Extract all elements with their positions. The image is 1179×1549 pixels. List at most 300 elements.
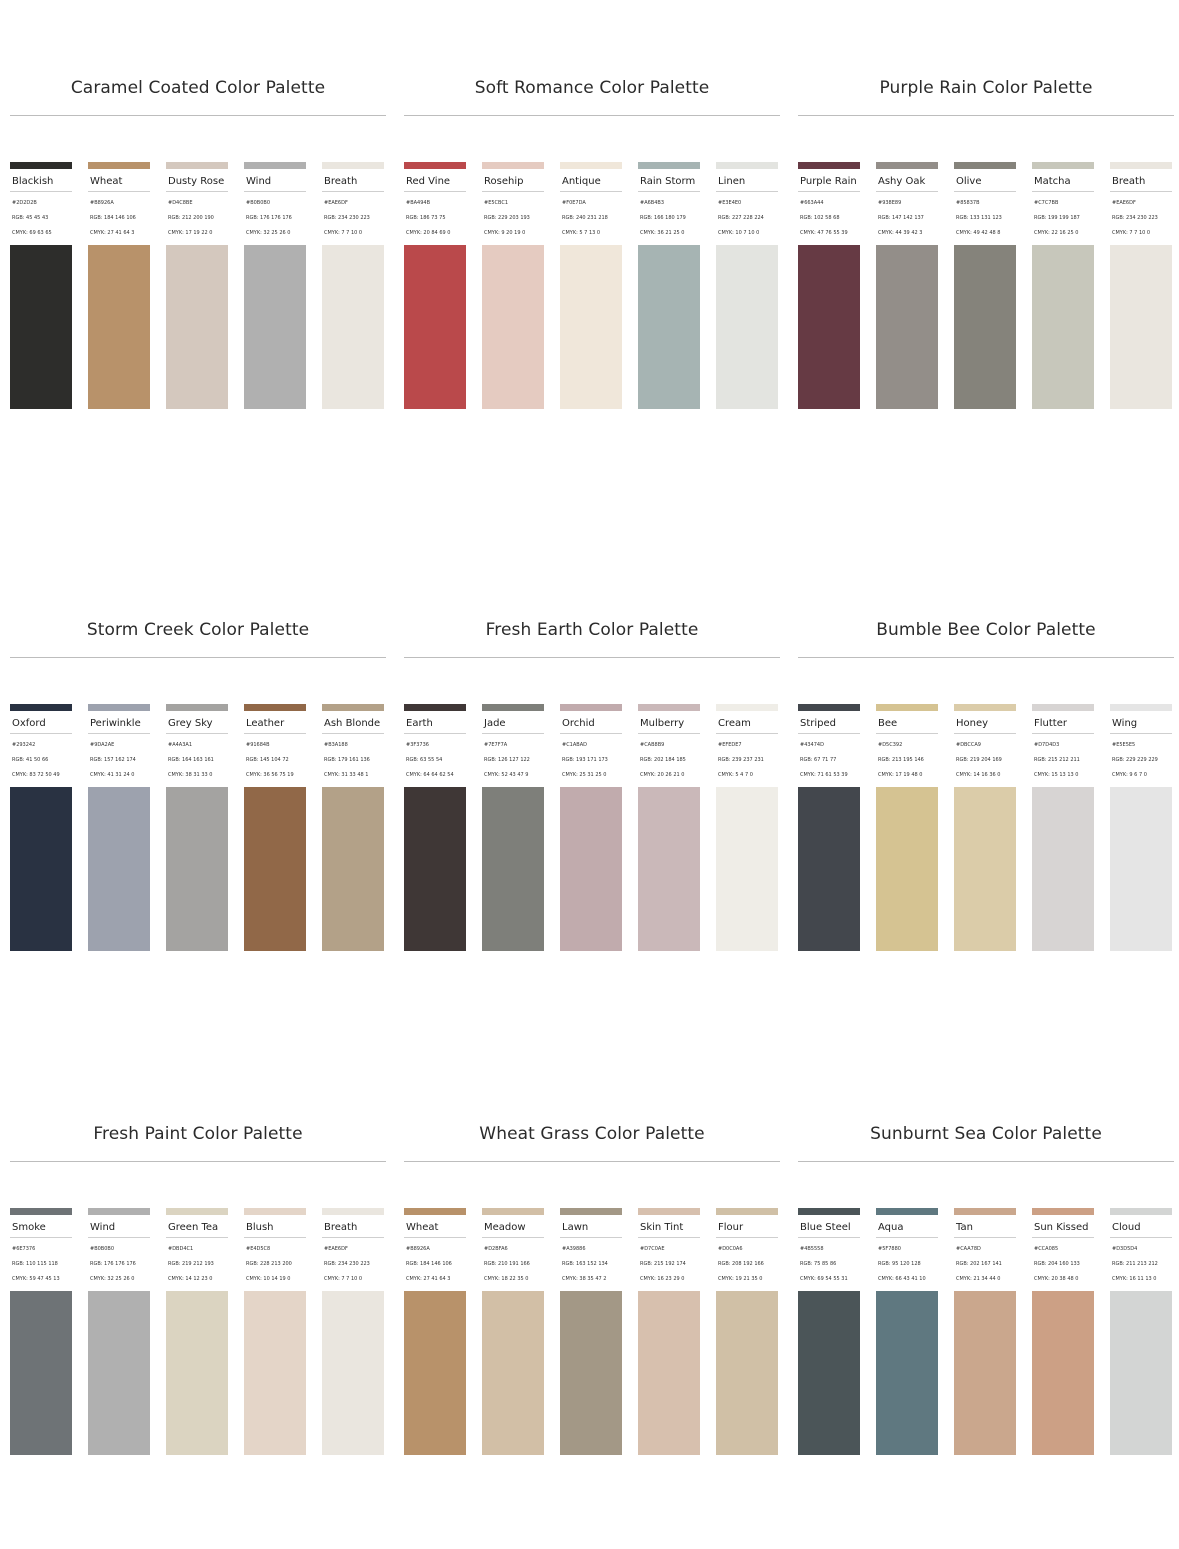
swatch-color-strip — [88, 162, 150, 169]
swatch-hex-code: #BA494B — [406, 200, 431, 206]
swatch-rgb-value: RGB: 176 176 176 — [246, 215, 292, 221]
swatch-cmyk-value: CMYK: 15 13 13 0 — [1034, 772, 1079, 778]
swatch-name: Olive — [956, 176, 982, 187]
swatch-divider — [482, 733, 544, 734]
swatch-name: Wheat — [90, 176, 123, 187]
swatch-color-block — [638, 245, 700, 409]
swatch-cmyk-value: CMYK: 69 54 55 31 — [800, 1276, 848, 1282]
swatch-color-strip — [88, 704, 150, 711]
swatch-hex-code: #D5C392 — [878, 742, 903, 748]
swatch-name: Purple Rain — [800, 176, 857, 187]
swatch-color-block — [876, 787, 938, 951]
swatch-rgb-value: RGB: 215 192 174 — [640, 1261, 686, 1267]
swatch-rgb-value: RGB: 95 120 128 — [878, 1261, 921, 1267]
palette-divider — [404, 1161, 780, 1162]
swatch-color-block — [954, 1291, 1016, 1455]
swatch-divider — [404, 1237, 466, 1238]
swatch-cmyk-value: CMYK: 27 41 64 3 — [90, 230, 135, 236]
swatch-hex-code: #43474D — [800, 742, 824, 748]
swatch-hex-code: #663A44 — [800, 200, 824, 206]
swatch-hex-code: #B3A188 — [324, 742, 348, 748]
swatch-name: Sun Kissed — [1034, 1222, 1089, 1233]
swatch-cmyk-value: CMYK: 14 16 36 0 — [956, 772, 1001, 778]
swatch-divider — [88, 1237, 150, 1238]
swatch-name: Flour — [718, 1222, 744, 1233]
swatch-cmyk-value: CMYK: 14 12 23 0 — [168, 1276, 213, 1282]
swatch-color-strip — [638, 1208, 700, 1215]
swatch-rgb-value: RGB: 102 58 68 — [800, 215, 840, 221]
swatch-divider — [560, 733, 622, 734]
swatch-color-strip — [560, 1208, 622, 1215]
swatch-divider — [482, 1237, 544, 1238]
swatch-hex-code: #B8926A — [406, 1246, 430, 1252]
swatch-rgb-value: RGB: 215 212 211 — [1034, 757, 1080, 763]
swatch-rgb-value: RGB: 110 115 118 — [12, 1261, 58, 1267]
swatch-color-block — [244, 1291, 306, 1455]
swatch-color-block — [166, 245, 228, 409]
swatch-rgb-value: RGB: 45 45 43 — [12, 215, 49, 221]
swatch-name: Aqua — [878, 1222, 904, 1233]
swatch-hex-code: #D4C8BE — [168, 200, 193, 206]
swatch-hex-code: #C7C7BB — [1034, 200, 1059, 206]
swatch-name: Linen — [718, 176, 746, 187]
swatch-rgb-value: RGB: 204 160 133 — [1034, 1261, 1080, 1267]
swatch-hex-code: #E5E5E5 — [1112, 742, 1136, 748]
swatch-rgb-value: RGB: 229 203 193 — [484, 215, 530, 221]
swatch-cmyk-value: CMYK: 52 43 47 9 — [484, 772, 529, 778]
swatch-hex-code: #CCA085 — [1034, 1246, 1059, 1252]
swatch-name: Rosehip — [484, 176, 524, 187]
swatch-divider — [638, 191, 700, 192]
swatch-divider — [560, 1237, 622, 1238]
swatch-cmyk-value: CMYK: 5 7 13 0 — [562, 230, 601, 236]
swatch-color-strip — [716, 162, 778, 169]
swatch-rgb-value: RGB: 234 230 223 — [324, 215, 370, 221]
swatch-color-strip — [10, 1208, 72, 1215]
swatch-cmyk-value: CMYK: 9 6 7 0 — [1112, 772, 1147, 778]
swatch-hex-code: #4B5558 — [800, 1246, 824, 1252]
swatch-name: Wheat — [406, 1222, 439, 1233]
swatch-cmyk-value: CMYK: 9 20 19 0 — [484, 230, 526, 236]
swatch-divider — [166, 191, 228, 192]
swatch-name: Grey Sky — [168, 718, 213, 729]
palette-divider — [10, 657, 386, 658]
swatch-cmyk-value: CMYK: 64 64 62 54 — [406, 772, 454, 778]
swatch-color-strip — [404, 704, 466, 711]
swatch-cmyk-value: CMYK: 36 21 25 0 — [640, 230, 685, 236]
swatch-divider — [716, 733, 778, 734]
swatch-color-block — [954, 245, 1016, 409]
swatch-cmyk-value: CMYK: 44 39 42 3 — [878, 230, 923, 236]
swatch-color-strip — [322, 162, 384, 169]
swatch-color-block — [88, 245, 150, 409]
swatch-color-strip — [166, 1208, 228, 1215]
swatch-divider — [1032, 191, 1094, 192]
swatch-name: Ash Blonde — [324, 718, 381, 729]
swatch-cmyk-value: CMYK: 20 38 48 0 — [1034, 1276, 1079, 1282]
swatch-hex-code: #938E89 — [878, 200, 902, 206]
swatch-cmyk-value: CMYK: 20 26 21 0 — [640, 772, 685, 778]
swatch-divider — [244, 1237, 306, 1238]
swatch-rgb-value: RGB: 202 184 185 — [640, 757, 686, 763]
swatch-hex-code: #C1ABAD — [562, 742, 587, 748]
swatch-divider — [638, 733, 700, 734]
swatch-rgb-value: RGB: 228 213 200 — [246, 1261, 292, 1267]
swatch-divider — [876, 733, 938, 734]
swatch-hex-code: #DBD4C1 — [168, 1246, 194, 1252]
swatch-hex-code: #EAE6DF — [324, 200, 348, 206]
swatch-cmyk-value: CMYK: 17 19 22 0 — [168, 230, 213, 236]
swatch-rgb-value: RGB: 213 195 146 — [878, 757, 924, 763]
swatch-color-block — [166, 1291, 228, 1455]
swatch-cmyk-value: CMYK: 49 42 48 8 — [956, 230, 1001, 236]
swatch-divider — [322, 1237, 384, 1238]
swatch-rgb-value: RGB: 164 163 161 — [168, 757, 214, 763]
swatch-color-block — [10, 1291, 72, 1455]
swatch-color-block — [798, 1291, 860, 1455]
swatch-rgb-value: RGB: 67 71 77 — [800, 757, 837, 763]
swatch-rgb-value: RGB: 219 212 193 — [168, 1261, 214, 1267]
swatch-hex-code: #DBCCA9 — [956, 742, 981, 748]
swatch-color-block — [798, 787, 860, 951]
swatch-color-strip — [166, 162, 228, 169]
swatch-cmyk-value: CMYK: 25 31 25 0 — [562, 772, 607, 778]
swatch-color-block — [404, 787, 466, 951]
swatch-cmyk-value: CMYK: 19 21 35 0 — [718, 1276, 763, 1282]
swatch-name: Matcha — [1034, 176, 1071, 187]
swatch-color-strip — [1032, 162, 1094, 169]
swatch-color-strip — [1032, 704, 1094, 711]
swatch-hex-code: #85837B — [956, 200, 980, 206]
swatch-color-block — [322, 1291, 384, 1455]
swatch-hex-code: #B0B0B0 — [90, 1246, 115, 1252]
swatch-color-block — [716, 787, 778, 951]
swatch-divider — [88, 191, 150, 192]
swatch-hex-code: #6E7376 — [12, 1246, 36, 1252]
palette-divider — [404, 115, 780, 116]
swatch-color-block — [1032, 1291, 1094, 1455]
swatch-hex-code: #2D2D2B — [12, 200, 37, 206]
swatch-name: Earth — [406, 718, 433, 729]
swatch-cmyk-value: CMYK: 38 31 33 0 — [168, 772, 213, 778]
swatch-color-block — [638, 787, 700, 951]
swatch-color-block — [482, 245, 544, 409]
swatch-color-block — [560, 787, 622, 951]
swatch-cmyk-value: CMYK: 5 4 7 0 — [718, 772, 753, 778]
swatch-cmyk-value: CMYK: 83 72 50 49 — [12, 772, 60, 778]
swatch-name: Ashy Oak — [878, 176, 926, 187]
swatch-color-strip — [1032, 1208, 1094, 1215]
swatch-divider — [798, 191, 860, 192]
swatch-name: Cloud — [1112, 1222, 1141, 1233]
swatch-rgb-value: RGB: 239 237 231 — [718, 757, 764, 763]
swatch-color-block — [482, 787, 544, 951]
swatch-name: Red Vine — [406, 176, 451, 187]
swatch-cmyk-value: CMYK: 7 7 10 0 — [324, 230, 363, 236]
swatch-hex-code: #B8926A — [90, 200, 114, 206]
swatch-rgb-value: RGB: 234 230 223 — [324, 1261, 370, 1267]
swatch-name: Breath — [324, 176, 358, 187]
swatch-cmyk-value: CMYK: 16 23 29 0 — [640, 1276, 685, 1282]
swatch-color-block — [1110, 245, 1172, 409]
swatch-cmyk-value: CMYK: 41 31 24 0 — [90, 772, 135, 778]
swatch-color-strip — [954, 162, 1016, 169]
swatch-name: Tan — [956, 1222, 973, 1233]
swatch-color-block — [404, 245, 466, 409]
swatch-color-block — [954, 787, 1016, 951]
swatch-cmyk-value: CMYK: 17 19 48 0 — [878, 772, 923, 778]
swatch-color-strip — [954, 704, 1016, 711]
palette-divider — [798, 657, 1174, 658]
swatch-color-block — [1032, 245, 1094, 409]
swatch-rgb-value: RGB: 199 199 187 — [1034, 215, 1080, 221]
swatch-hex-code: #F0E7DA — [562, 200, 586, 206]
swatch-cmyk-value: CMYK: 47 76 55 39 — [800, 230, 848, 236]
swatch-cmyk-value: CMYK: 21 34 44 0 — [956, 1276, 1001, 1282]
swatch-rgb-value: RGB: 202 167 141 — [956, 1261, 1002, 1267]
swatch-cmyk-value: CMYK: 7 7 10 0 — [1112, 230, 1151, 236]
swatch-cmyk-value: CMYK: 66 43 41 10 — [878, 1276, 926, 1282]
swatch-hex-code: #91684B — [246, 742, 270, 748]
palette-title: Fresh Paint Color Palette — [93, 1124, 303, 1144]
swatch-color-block — [1032, 787, 1094, 951]
swatch-color-block — [322, 787, 384, 951]
swatch-divider — [244, 733, 306, 734]
swatch-color-strip — [482, 162, 544, 169]
swatch-color-block — [1110, 1291, 1172, 1455]
swatch-hex-code: #CAB8B9 — [640, 742, 665, 748]
swatch-name: Antique — [562, 176, 601, 187]
swatch-hex-code: #EAE6DF — [324, 1246, 348, 1252]
swatch-cmyk-value: CMYK: 59 47 45 13 — [12, 1276, 60, 1282]
swatch-cmyk-value: CMYK: 69 63 65 — [12, 230, 52, 236]
swatch-rgb-value: RGB: 41 50 66 — [12, 757, 49, 763]
swatch-color-block — [716, 245, 778, 409]
swatch-rgb-value: RGB: 184 146 106 — [90, 215, 136, 221]
swatch-rgb-value: RGB: 229 229 229 — [1112, 757, 1158, 763]
swatch-hex-code: #E3E4E0 — [718, 200, 742, 206]
swatch-hex-code: #E4D5C8 — [246, 1246, 271, 1252]
swatch-name: Rain Storm — [640, 176, 696, 187]
swatch-color-strip — [1110, 1208, 1172, 1215]
swatch-color-strip — [404, 1208, 466, 1215]
swatch-color-strip — [244, 162, 306, 169]
swatch-cmyk-value: CMYK: 31 33 48 1 — [324, 772, 369, 778]
palette-divider — [798, 115, 1174, 116]
swatch-rgb-value: RGB: 219 204 169 — [956, 757, 1002, 763]
swatch-name: Wind — [246, 176, 272, 187]
swatch-color-strip — [166, 704, 228, 711]
swatch-color-block — [404, 1291, 466, 1455]
swatch-name: Cream — [718, 718, 751, 729]
swatch-color-block — [716, 1291, 778, 1455]
swatch-divider — [798, 1237, 860, 1238]
palette-title: Caramel Coated Color Palette — [70, 78, 326, 98]
swatch-divider — [954, 191, 1016, 192]
swatch-name: Oxford — [12, 718, 46, 729]
swatch-rgb-value: RGB: 176 176 176 — [90, 1261, 136, 1267]
swatch-rgb-value: RGB: 179 161 136 — [324, 757, 370, 763]
swatch-name: Meadow — [484, 1222, 526, 1233]
swatch-name: Wind — [90, 1222, 116, 1233]
swatch-rgb-value: RGB: 133 131 123 — [956, 215, 1002, 221]
swatch-rgb-value: RGB: 63 55 54 — [406, 757, 443, 763]
swatch-divider — [166, 733, 228, 734]
swatch-color-block — [244, 245, 306, 409]
palette-title: Purple Rain Color Palette — [879, 78, 1093, 98]
swatch-color-block — [482, 1291, 544, 1455]
swatch-name: Lawn — [562, 1222, 589, 1233]
swatch-rgb-value: RGB: 166 180 179 — [640, 215, 686, 221]
swatch-divider — [404, 733, 466, 734]
swatch-color-strip — [322, 1208, 384, 1215]
swatch-color-block — [10, 787, 72, 951]
swatch-divider — [716, 1237, 778, 1238]
swatch-rgb-value: RGB: 240 231 218 — [562, 215, 608, 221]
palette-divider — [798, 1161, 1174, 1162]
swatch-color-strip — [798, 704, 860, 711]
swatch-cmyk-value: CMYK: 10 7 10 0 — [718, 230, 760, 236]
swatch-color-strip — [244, 1208, 306, 1215]
swatch-color-block — [10, 245, 72, 409]
swatch-divider — [1110, 733, 1172, 734]
swatch-divider — [638, 1237, 700, 1238]
swatch-hex-code: #A4A3A1 — [168, 742, 192, 748]
swatch-divider — [1032, 1237, 1094, 1238]
swatch-divider — [1032, 733, 1094, 734]
swatch-color-strip — [954, 1208, 1016, 1215]
swatch-cmyk-value: CMYK: 71 61 53 39 — [800, 772, 848, 778]
swatch-rgb-value: RGB: 212 200 190 — [168, 215, 214, 221]
swatch-divider — [876, 1237, 938, 1238]
swatch-divider — [954, 1237, 1016, 1238]
swatch-divider — [954, 733, 1016, 734]
swatch-hex-code: #7E7F7A — [484, 742, 508, 748]
palette-title: Bumble Bee Color Palette — [876, 620, 1096, 640]
swatch-hex-code: #3F3736 — [406, 742, 429, 748]
swatch-name: Blue Steel — [800, 1222, 851, 1233]
swatch-color-block — [88, 787, 150, 951]
swatch-color-strip — [404, 162, 466, 169]
swatch-color-strip — [1110, 704, 1172, 711]
swatch-rgb-value: RGB: 163 152 134 — [562, 1261, 608, 1267]
swatch-name: Smoke — [12, 1222, 46, 1233]
swatch-color-strip — [638, 162, 700, 169]
swatch-name: Dusty Rose — [168, 176, 225, 187]
swatch-hex-code: #A39886 — [562, 1246, 586, 1252]
palette-divider — [10, 1161, 386, 1162]
swatch-color-strip — [322, 704, 384, 711]
swatch-cmyk-value: CMYK: 22 16 25 0 — [1034, 230, 1079, 236]
palette-title: Wheat Grass Color Palette — [479, 1124, 705, 1144]
swatch-divider — [10, 191, 72, 192]
swatch-rgb-value: RGB: 184 146 106 — [406, 1261, 452, 1267]
swatch-color-strip — [482, 704, 544, 711]
swatch-divider — [560, 191, 622, 192]
swatch-name: Mulberry — [640, 718, 685, 729]
swatch-divider — [10, 733, 72, 734]
swatch-divider — [482, 191, 544, 192]
swatch-color-strip — [798, 162, 860, 169]
swatch-color-block — [88, 1291, 150, 1455]
swatch-cmyk-value: CMYK: 27 41 64 3 — [406, 1276, 451, 1282]
swatch-divider — [1110, 191, 1172, 192]
palette-title: Soft Romance Color Palette — [474, 78, 710, 98]
swatch-cmyk-value: CMYK: 20 84 69 0 — [406, 230, 451, 236]
swatch-color-strip — [876, 704, 938, 711]
swatch-color-block — [876, 1291, 938, 1455]
swatch-divider — [876, 191, 938, 192]
swatch-hex-code: #9DA2AE — [90, 742, 115, 748]
swatch-color-strip — [716, 704, 778, 711]
swatch-divider — [322, 733, 384, 734]
swatch-rgb-value: RGB: 126 127 122 — [484, 757, 530, 763]
swatch-divider — [404, 191, 466, 192]
swatch-hex-code: #E5CBC1 — [484, 200, 509, 206]
swatch-hex-code: #D3D5D4 — [1112, 1246, 1138, 1252]
swatch-hex-code: #D7D4D3 — [1034, 742, 1060, 748]
swatch-cmyk-value: CMYK: 32 25 26 0 — [90, 1276, 135, 1282]
swatch-color-strip — [716, 1208, 778, 1215]
swatch-hex-code: #A6B4B3 — [640, 200, 665, 206]
swatch-divider — [322, 191, 384, 192]
swatch-hex-code: #EFEDE7 — [718, 742, 742, 748]
swatch-color-strip — [88, 1208, 150, 1215]
swatch-cmyk-value: CMYK: 32 25 26 0 — [246, 230, 291, 236]
swatch-hex-code: #B0B0B0 — [246, 200, 271, 206]
palette-divider — [10, 115, 386, 116]
swatch-color-strip — [560, 162, 622, 169]
swatch-name: Periwinkle — [90, 718, 141, 729]
swatch-name: Leather — [246, 718, 285, 729]
swatch-divider — [10, 1237, 72, 1238]
swatch-divider — [798, 733, 860, 734]
swatch-rgb-value: RGB: 193 171 173 — [562, 757, 608, 763]
swatch-rgb-value: RGB: 75 85 86 — [800, 1261, 837, 1267]
swatch-color-block — [322, 245, 384, 409]
swatch-cmyk-value: CMYK: 16 11 13 0 — [1112, 1276, 1157, 1282]
swatch-divider — [88, 733, 150, 734]
palette-divider — [404, 657, 780, 658]
swatch-hex-code: #5F7880 — [878, 1246, 901, 1252]
swatch-color-strip — [876, 1208, 938, 1215]
swatch-color-strip — [10, 704, 72, 711]
swatch-name: Breath — [1112, 176, 1146, 187]
swatch-name: Orchid — [562, 718, 595, 729]
swatch-color-block — [876, 245, 938, 409]
swatch-color-block — [560, 1291, 622, 1455]
swatch-divider — [716, 191, 778, 192]
swatch-color-block — [638, 1291, 700, 1455]
swatch-color-block — [798, 245, 860, 409]
palette-title: Storm Creek Color Palette — [86, 620, 310, 640]
palette-title: Sunburnt Sea Color Palette — [870, 1124, 1102, 1144]
swatch-divider — [1110, 1237, 1172, 1238]
swatch-name: Blush — [246, 1222, 274, 1233]
swatch-rgb-value: RGB: 234 230 223 — [1112, 215, 1158, 221]
swatch-color-strip — [1110, 162, 1172, 169]
swatch-color-block — [560, 245, 622, 409]
swatch-rgb-value: RGB: 147 142 137 — [878, 215, 924, 221]
swatch-divider — [166, 1237, 228, 1238]
swatch-cmyk-value: CMYK: 10 14 19 0 — [246, 1276, 291, 1282]
swatch-divider — [244, 191, 306, 192]
swatch-color-strip — [244, 704, 306, 711]
palette-title: Fresh Earth Color Palette — [485, 620, 699, 640]
swatch-hex-code: #D7C0AE — [640, 1246, 665, 1252]
swatch-color-block — [244, 787, 306, 951]
swatch-cmyk-value: CMYK: 38 35 47 2 — [562, 1276, 607, 1282]
